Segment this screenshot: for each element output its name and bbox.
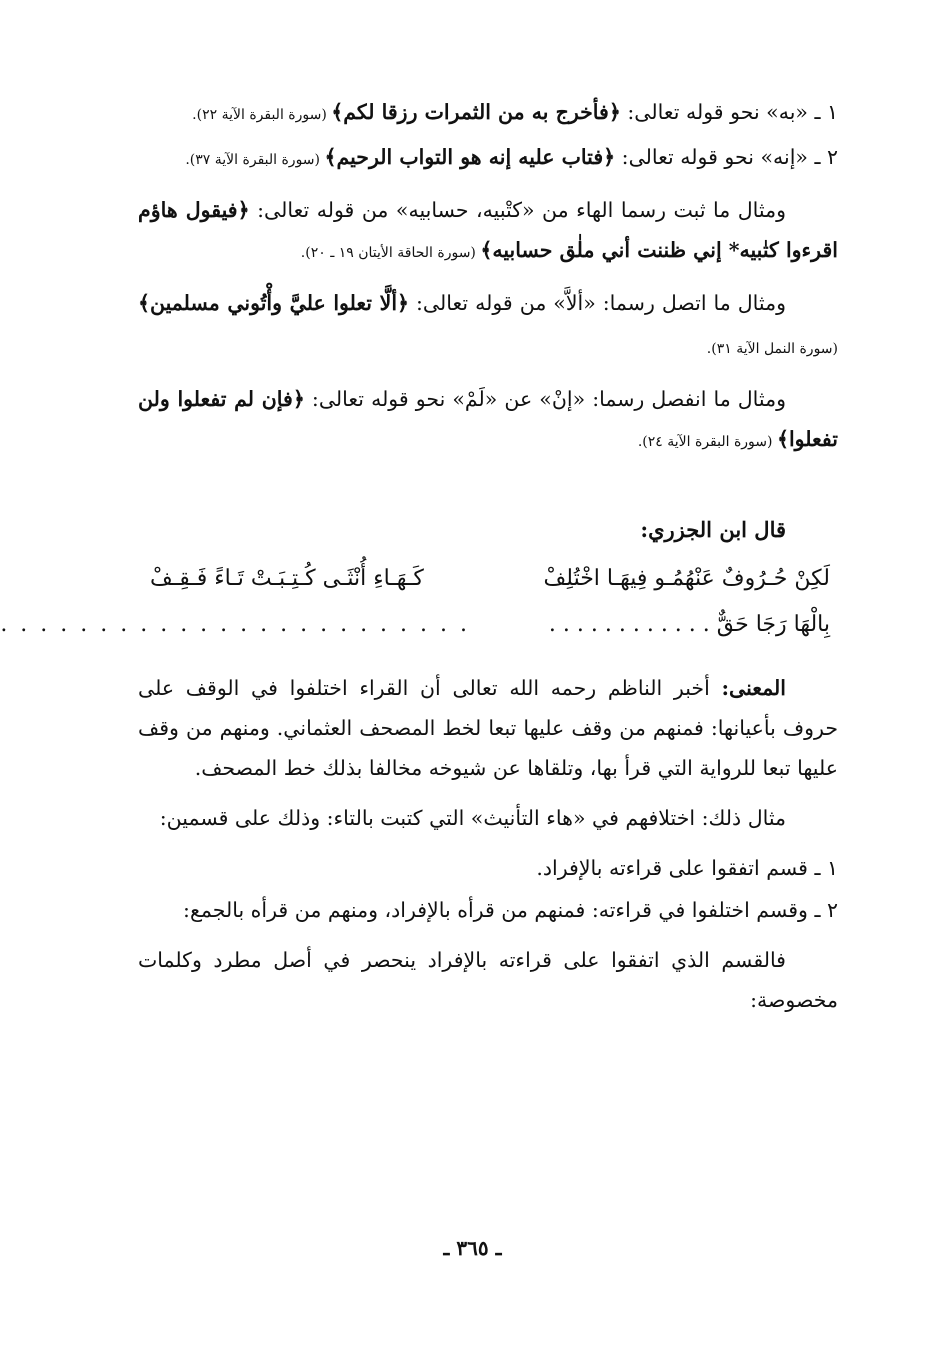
surah-reference: (سورة الحاقة الأيتان ١٩ ـ ٢٠). (300, 245, 481, 261)
example-intro-paragraph: مثال ذلك: اختلافهم في «هاء التأنيث» التي كتبت بالتاء: وذلك على قسمين: (159, 806, 786, 830)
poem-line (150, 556, 830, 602)
division-item: ١ ـ قسم اتفقوا على قراءته بالإفراد. (536, 856, 838, 880)
paragraph-infasala (138, 379, 838, 462)
example-item-bihi (138, 92, 838, 135)
division-item: ٢ ـ وقسم اختلفوا في قراءته: فمنهم من قرأه بالإفراد، ومنهم من قرأه بالجمع: (183, 898, 838, 922)
poem-hemistich-second: كَـهَـاءِ أُنْثَـى كُـتِـبَـتْ تَـاءً فَـقِـفْ (150, 566, 424, 591)
quran-verse: ﴿فإن لم تفعلوا ولن تفعلوا﴾ (138, 387, 838, 451)
meaning-label: المعنى: (721, 676, 786, 700)
poem-hemistich-first: لَكِنْ حُـرُوفٌ عَنْهُمُـو فِيهَـا اخْتُلِفْ (543, 566, 830, 591)
example-prefix: ٢ ـ «إنه» نحو قوله تعالى: (615, 145, 838, 169)
section-title: قال ابن الجزري: (640, 517, 786, 542)
poem-line (0, 602, 830, 648)
paragraph-text: ومثال ما ثبت رسما الهاء من «كتْبيه، حسابيه» من قوله تعالى: (249, 198, 786, 222)
quran-verse: ﴿ألَّا تعلوا عليَّ وأْتُوني مسلمين﴾ (138, 291, 410, 315)
surah-reference: (سورة البقرة الآية ٣٧). (185, 152, 325, 168)
surah-reference: (سورة البقرة الآية ٢٤). (637, 434, 777, 450)
example-item-innahu (138, 137, 838, 180)
page-body (0, 92, 838, 1030)
poem-hemistich-second: . . . . . . . . . . . . . . . . . . . . . . . . (0, 612, 470, 637)
paragraph-thabata (138, 190, 838, 273)
paragraph-ittasala (138, 283, 838, 369)
poem-hemistich-first: بِالْهَا رَجَا حَقٌّ . . . . . . . . . . . . (548, 612, 830, 637)
final-paragraph: فالقسم الذي اتفقوا على قراءته بالإفراد ينحصر في أصل مطرد وكلمات مخصوصة: (138, 948, 838, 1012)
poem-verses (0, 556, 830, 648)
surah-reference: (سورة النمل الآية ٣١). (706, 341, 838, 357)
paragraph-text: ومثال ما انفصل رسما: «إنْ» عن «لَمْ» نحو قوله تعالى: (304, 387, 786, 411)
page-number: ـ ٣٦٥ ـ (443, 1236, 502, 1260)
quran-verse: ﴿فيقول هاؤم اقرءوا كتٰبيه* إني ظننت أني ملٰق حسابيه﴾ (138, 198, 838, 262)
paragraph-text: ومثال ما اتصل رسما: «ألاَّ» من قوله تعالى: (409, 291, 786, 315)
quran-verse: ﴿فتاب عليه إنه هو التواب الرحيم﴾ (324, 145, 616, 169)
meaning-text: أخبر الناظم رحمه الله تعالى أن القراء اختلفوا في الوقف على حروف بأعيانها: فمنهم من وقف عليها تبعا لخط المصحف العثماني. ومنهم من وقف عليها تبعا للرواية التي قرأ بها، وتلقاها عن شيوخه مخالفا بذلك خط المصحف. (138, 676, 838, 780)
meaning-paragraph (138, 668, 838, 788)
example-prefix: ١ ـ «به» نحو قوله تعالى: (620, 100, 838, 124)
surah-reference: (سورة البقرة الآية ٢٢). (192, 107, 332, 123)
quran-verse: ﴿فأخرج به من الثمرات رزقا لكم﴾ (331, 100, 621, 124)
